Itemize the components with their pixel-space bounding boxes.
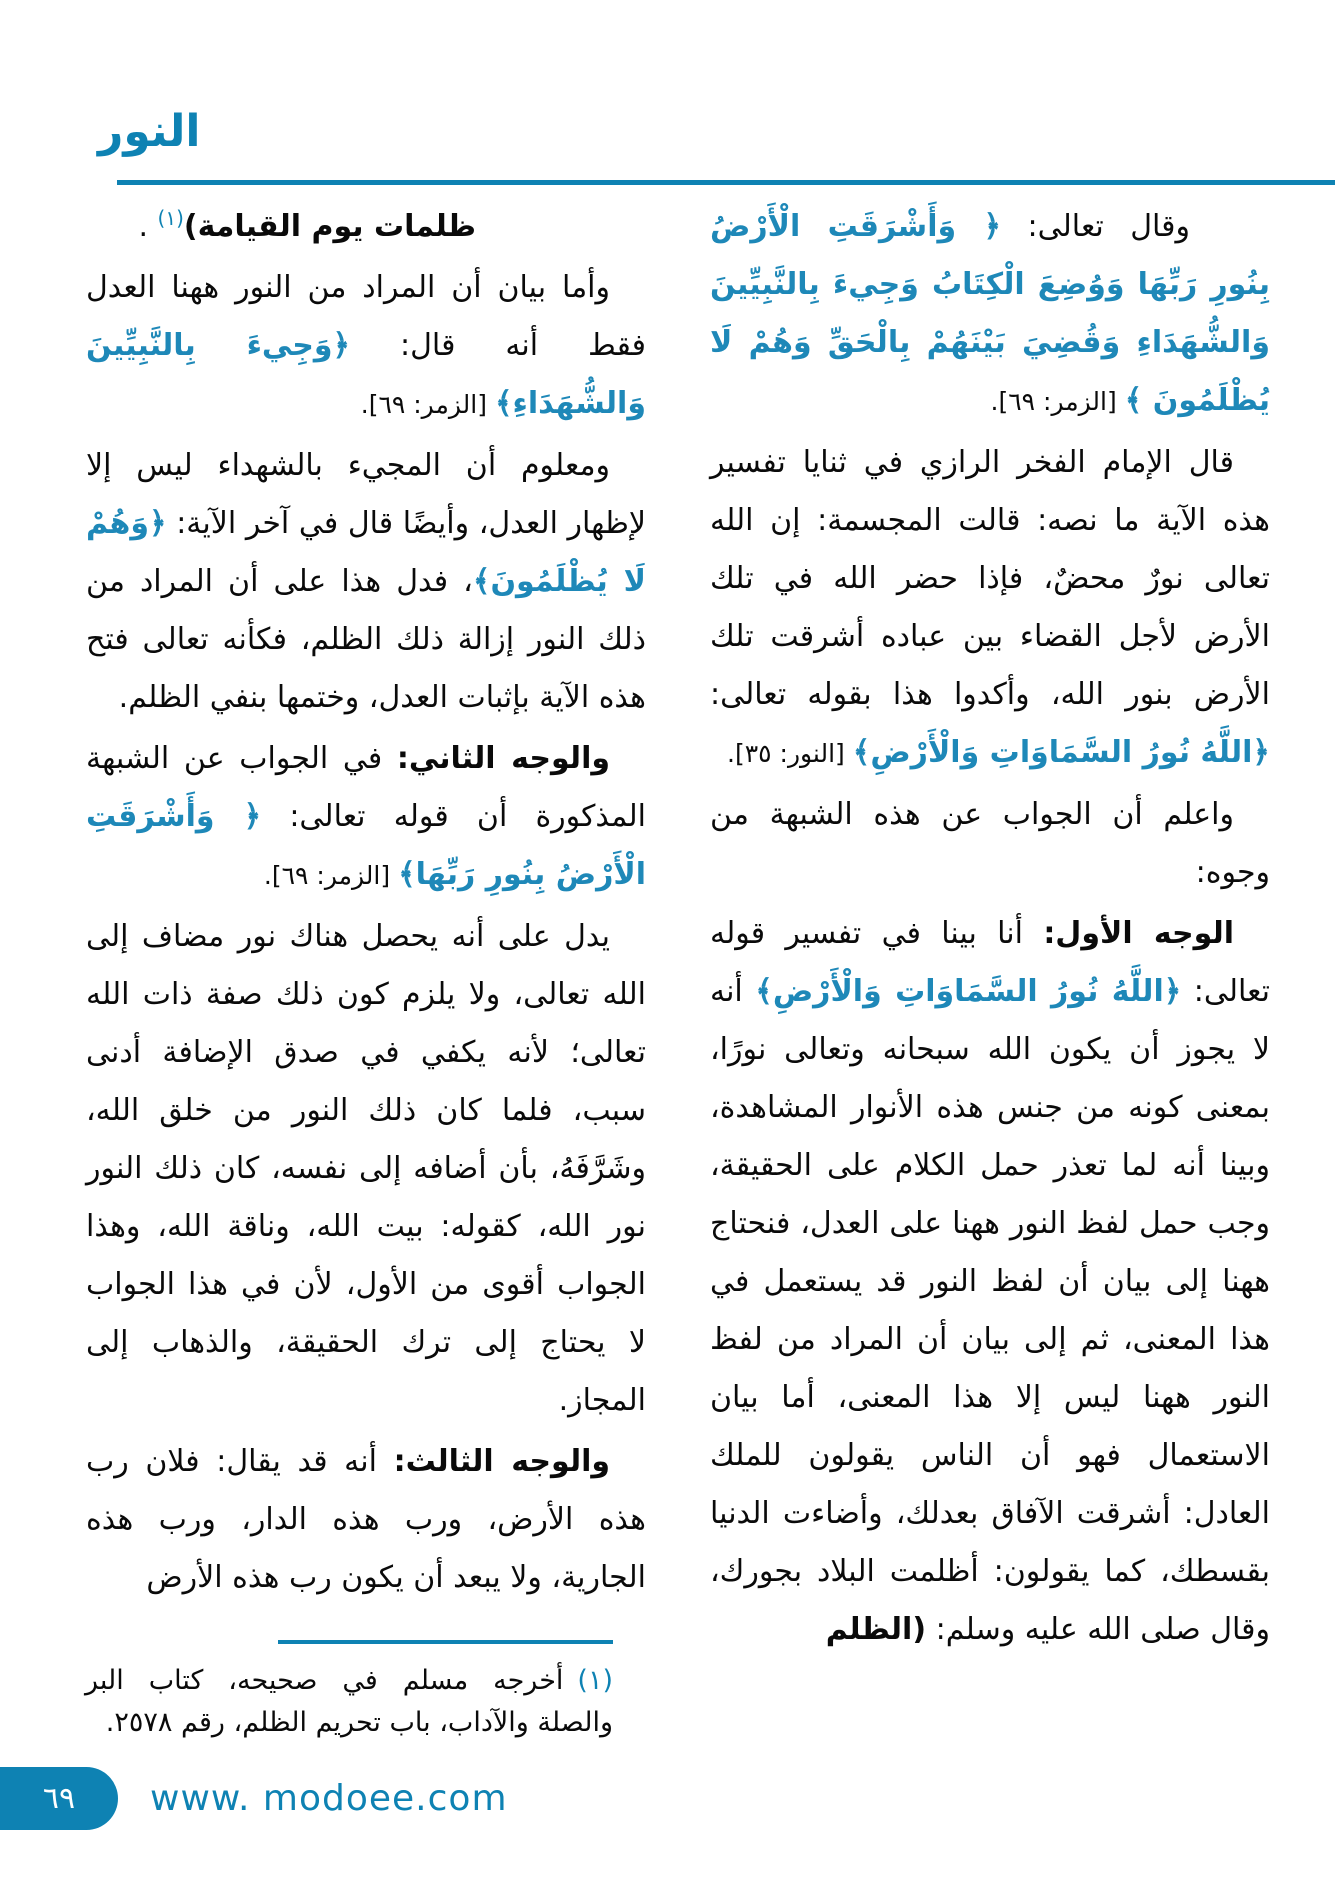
quran-verse: ﴿وَهُمْ لَا يُظْلَمُونَ﴾ [86, 506, 646, 599]
text-run: وأما بيان أن المراد من النور ههنا العدل فقط أنه قال: [86, 270, 646, 363]
surah-reference: [الزمر: ٦٩]. [990, 387, 1125, 416]
text-run: قال الإمام الفخر الرازي في ثنايا تفسير هذه الآية ما نصه: قالت المجسمة: إن الله تعالى نورٌ محضٌ، فإذا حضر الله في تلك الأرض لأجل القضاء بين عباده أشرقت تلك الأرض بنور الله، وأكدوا هذا بقوله تعالى: [710, 445, 1270, 712]
footnote-body: أخرجه مسلم في صحيحه، كتاب البر والصلة والآداب، باب تحريم الظلم، رقم ٢٥٧٨. [85, 1665, 613, 1738]
header-divider [117, 180, 1335, 185]
paragraph [86, 198, 646, 256]
surah-reference: [الزمر: ٦٩]. [360, 390, 495, 419]
text-run: أنه لا يجوز أن يكون الله سبحانه وتعالى نورًا، بمعنى كونه من جنس هذه الأنوار المشاهدة، وبينا أنه لما تعذر حمل الكلام على الحقيقة، وجب حمل لفظ النور ههنا على العدل، فنحتاج ههنا إلى بيان أن لفظ النور قد يستعمل في هذا المعنى، ثم إلى بيان أن المراد من لفظ النور ههنا ليس إلا هذا المعنى، أما بيان الاستعمال فهو أن الناس يقولون للملك العادل: أشرقت الآفاق بعدلك، وأضاءت الدنيا بقسطك، كما يقولون: أظلمت البلاد بجورك، وقال صلى الله عليه وسلم: [710, 974, 1270, 1647]
paragraph [86, 437, 646, 727]
text-run: يدل على أنه يحصل هناك نور مضاف إلى الله تعالى، ولا يلزم كون ذلك صفة ذات الله تعالى؛ لأنه يكفي في صدق الإضافة أدنى سبب، فلما كان ذلك النور من خلق الله، وشَرَّفَهُ، بأن أضافه إلى نفسه، كان ذلك النور نور الله، كقوله: بيت الله، وناقة الله، وهذا الجواب أقوى من الأول، لأن في هذا الجواب لا يحتاج إلى ترك الحقيقة، والذهاب إلى المجاز. [86, 919, 646, 1418]
paragraph [86, 1433, 646, 1607]
footnote-text [85, 1660, 613, 1744]
surah-reference: [الزمر: ٦٩]. [263, 861, 399, 890]
text-run: . [138, 209, 158, 244]
bold-text-run: الوجه الأول: [1043, 916, 1235, 951]
quran-verse: ﴿اللَّهُ نُورُ السَّمَاوَاتِ وَالْأَرْضِ﴾ [755, 974, 1182, 1009]
column-left [86, 198, 646, 1662]
bold-text-run: والوجه الثالث: [393, 1444, 611, 1479]
page-number: ٦٩ [42, 1781, 76, 1816]
paragraph [710, 905, 1270, 1659]
text-run: واعلم أن الجواب عن هذه الشبهة من وجوه: [710, 797, 1270, 890]
quran-verse: ﴿اللَّهُ نُورُ السَّمَاوَاتِ وَالْأَرْضِ﴾ [852, 735, 1270, 770]
bold-text-run: (الظلم [825, 1612, 927, 1647]
quran-verse: ﴿ وَأَشْرَقَتِ الْأَرْضُ بِنُورِ رَبِّهَا﴾ [86, 799, 646, 892]
text-columns [85, 198, 1270, 1662]
text-run: وقال تعالى: [1001, 209, 1190, 244]
paragraph [710, 434, 1270, 783]
quran-verse: ﴿وَجِيءَ بِالنَّبِيِّينَ وَالشُّهَدَاءِ﴾ [86, 328, 646, 421]
footnote-ref-superscript: (١) [157, 206, 184, 230]
paragraph [710, 786, 1270, 902]
footnote-block [85, 1640, 613, 1744]
text-run: ، فدل هذا على أن المراد من ذلك النور إزالة ذلك الظلم، فكأنه تعالى فتح هذه الآية بإثبات العدل، وختمها بنفي الظلم. [86, 564, 646, 715]
quran-verse: ﴿ وَأَشْرَقَتِ الْأَرْضُ بِنُورِ رَبِّهَا وَوُضِعَ الْكِتَابُ وَجِيءَ بِالنَّبِيِّينَ وَالشُّهَدَاءِ وَقُضِيَ بَيْنَهُمْ بِالْحَقِّ وَهُمْ لَا يُظْلَمُونَ ﴾ [710, 209, 1270, 418]
paragraph [86, 730, 646, 905]
text-run: أنا بينا في تفسير قوله تعالى: [710, 916, 1270, 1009]
text-run: في الجواب عن الشبهة المذكورة أن قوله تعالى: [86, 741, 646, 834]
footnote-divider [278, 1640, 613, 1644]
text-run: ومعلوم أن المجيء بالشهداء ليس إلا لإظهار العدل، وأيضًا قال في آخر الآية: [86, 448, 646, 541]
paragraph [86, 259, 646, 434]
website-url: www. modoee.com [150, 1778, 508, 1819]
footnote-marker: (١) [577, 1665, 613, 1696]
surah-reference: [النور: ٣٥]. [727, 739, 853, 768]
bold-text-run: ظلمات يوم القيامة) [183, 209, 476, 244]
column-right [710, 198, 1270, 1662]
page-title: النور [98, 106, 201, 157]
paragraph [710, 198, 1270, 431]
page-number-pill [0, 1767, 118, 1830]
bold-text-run: والوجه الثاني: [396, 741, 610, 776]
paragraph [86, 908, 646, 1430]
text-run: أنه قد يقال: فلان رب هذه الأرض، ورب هذه الدار، ورب هذه الجارية، ولا يبعد أن يكون رب هذه الأرض [86, 1444, 646, 1595]
